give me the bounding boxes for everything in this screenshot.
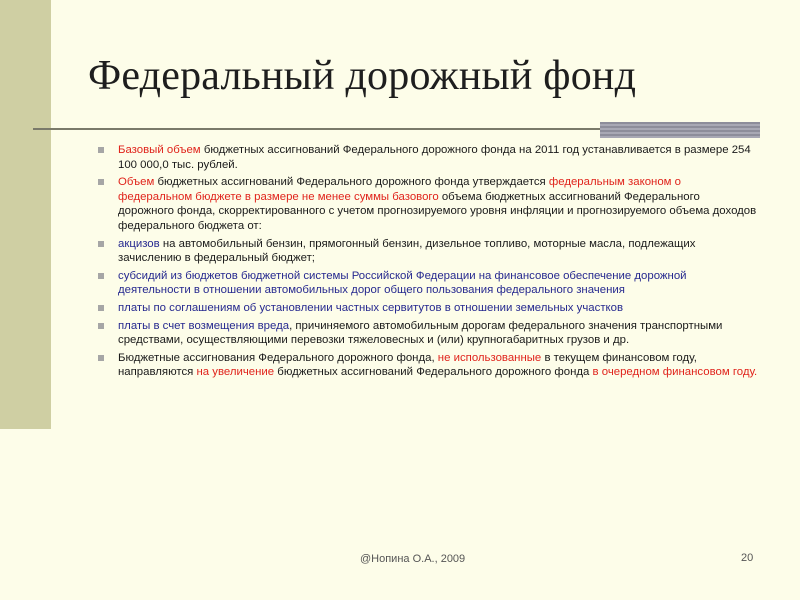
bullet-item	[98, 269, 758, 298]
bullet-text-run: в очередном финансовом году.	[592, 366, 758, 379]
bullet-text-run: на увеличение	[196, 366, 275, 379]
bullet-item	[98, 143, 758, 172]
bullet-square-icon	[98, 323, 104, 329]
slide-title: Федеральный дорожный фонд	[88, 53, 637, 99]
bullet-item	[98, 237, 758, 266]
bullet-text-run: в текущем финансовом году, направляются	[118, 351, 697, 379]
left-accent-bar	[0, 0, 51, 429]
bullet-text-run: не использованные	[437, 351, 542, 364]
bullet-text-run: акцизов	[118, 237, 160, 250]
bullet-text-run: субсидий из бюджетов бюджетной системы Российской Федерации на финансовое обеспечение дорожной деятельности в отношении автомобильных дорог общего пользования федерального значения	[118, 269, 687, 297]
bullet-item	[98, 351, 758, 380]
bullet-text-run: федеральным законом о федеральном бюджете в размере не менее суммы базового	[118, 176, 681, 203]
bullet-text-run: Объем	[118, 176, 155, 189]
bullet-text-run: бюджетных ассигнований Федерального дорожного фонда утверждается	[154, 176, 549, 189]
bullet-text-run: Базовый объем	[118, 144, 201, 156]
bullet-text-run: на автомобильный бензин, прямогонный бензин, дизельное топливо, моторные масла, подлежащих зачислению в федеральный бюджет;	[118, 237, 696, 265]
bullet-text-run: объема бюджетных ассигнований Федерального дорожного фонда, скорректированного с учетом прогнозируемого уровня инфляции и прогнозируемого объема доходов федерального бюджета от:	[118, 190, 757, 232]
bullet-square-icon	[98, 147, 104, 153]
divider-accent-block	[600, 122, 760, 138]
bullet-text-run: , причиняемого автомобильным дорогам федерального значения транспортными средствами, осуществляющими перевозки тяжеловесных и (или) крупногабаритных грузов и др.	[118, 319, 723, 347]
page-number: 20	[741, 552, 754, 564]
bullet-square-icon	[98, 241, 104, 247]
bullet-text-run: бюджетных ассигнований Федерального дорожного фонда	[274, 366, 593, 379]
bullet-text-run: платы в счет возмещения вреда	[118, 319, 290, 332]
bullet-square-icon	[98, 355, 104, 361]
bullet-text-run: Бюджетные ассигнования Федерального дорожного фонда,	[118, 351, 438, 364]
bullet-square-icon	[98, 305, 104, 311]
bullet-item	[98, 175, 758, 233]
bullet-square-icon	[98, 179, 104, 185]
bullet-list	[98, 143, 758, 383]
bullet-square-icon	[98, 273, 104, 279]
bullet-text-run: бюджетных ассигнований Федерального дорожного фонда на 2011 год устанавливается в размере 254 100 000,0 тыс. рублей.	[118, 144, 751, 171]
footer-author: @Нопина О.А., 2009	[360, 553, 466, 565]
bullet-text-run: платы по соглашениям об установлении частных сервитутов в отношении земельных участков	[118, 301, 624, 314]
bullet-item	[98, 301, 758, 316]
bullet-item	[98, 319, 758, 348]
